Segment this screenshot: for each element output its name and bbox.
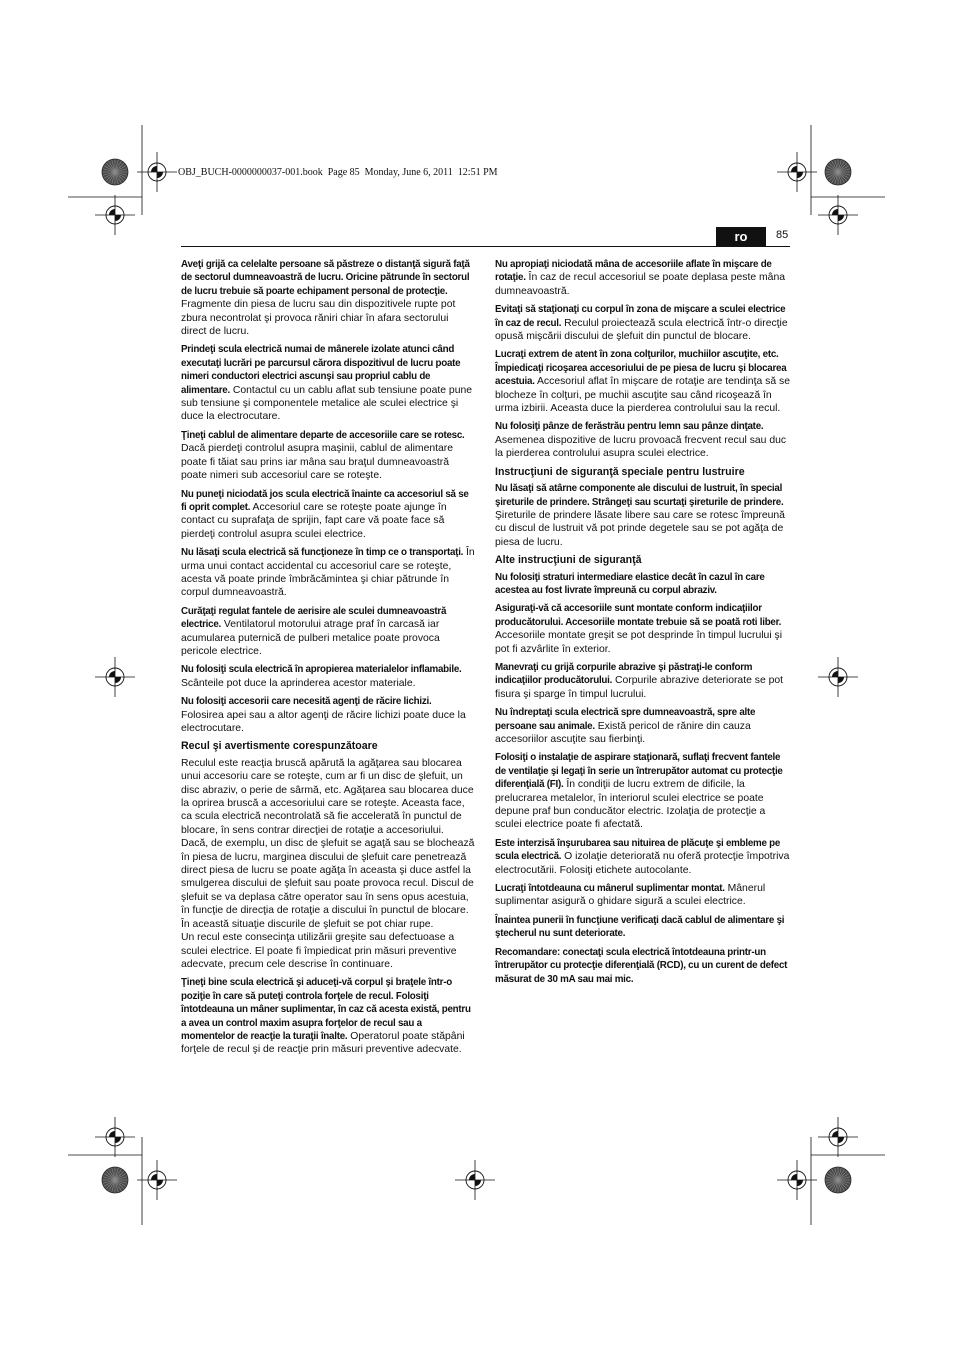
instruction-text: Există pericol de rănire din cauza accesoriilor ascuţite sau fierbinţi. (495, 720, 751, 745)
section-heading: Instrucţiuni de siguranţă speciale pentru lustruire (495, 465, 745, 478)
target-quadrant (109, 671, 115, 677)
safety-instruction (181, 976, 476, 1056)
registration-target-icon (95, 657, 135, 697)
page-number: 85 (776, 229, 789, 241)
target-quadrant (157, 172, 163, 178)
safety-instruction (181, 546, 476, 600)
safety-instruction (495, 602, 790, 656)
safety-instruction (495, 348, 790, 415)
target-quadrant (475, 1180, 481, 1186)
safety-instruction (495, 882, 790, 909)
instruction-bold: Nu lăsaţi să atârne componente ale discului de lustruit, în special şireturile de prindere. Strângeţi sau scurtaţi şireturile de prindere. (495, 483, 784, 508)
instruction-bold: Recomandare: conectaţi scula electrică întotdeauna printr-un întrerupător cu protecţie diferenţială (RCD), cu un curent de defect măsurat de 30 mA sau mai mic. (495, 946, 788, 985)
registration-target-icon (455, 1160, 495, 1200)
safety-instruction (181, 695, 476, 735)
instruction-bold: Prindeţi scula electrică numai de mânerele izolate atunci când executaţi lucrări pe parcursul cărora dispozitivul de lucru poate nimeri conductori electrici ascunşi sau propriul cablu de alimentare. (181, 344, 461, 396)
instruction-text: Asemenea dispozitive de lucru provoacă frecvent recul sau duc la pierderea controlului asupra sculei electrice. (495, 434, 787, 460)
safety-instruction (495, 258, 790, 298)
paragraph: Reculul este reacţia bruscă apărută la agăţarea sau blocarea unui accesoriu care se roteşte, cum ar fi un disc de şlefuit, un disc abraziv, o perie de sârmă, etc. Agăţarea sau blocarea duce la oprirea bruscă a accesoriului care se roteşte. Aceasta face, ca scula electrică necontrolată să fie accelerată în punctul de blocare, în sens contrar direcţiei de rotaţie a accesoriului. (181, 757, 474, 836)
target-quadrant (838, 215, 844, 221)
target-quadrant (838, 677, 844, 683)
target-quadrant (797, 172, 803, 178)
safety-instruction (495, 420, 790, 460)
safety-instruction (495, 751, 790, 831)
instruction-text: Folosirea apei sau a altor agenţi de răcire lichizi poate duce la electrocutare. (181, 709, 466, 734)
target-quadrant (838, 1137, 844, 1143)
safety-instruction (495, 571, 790, 598)
safety-instruction (495, 482, 790, 549)
instruction-bold: Nu îndreptaţi scula electrică spre dumneavoastră, spre alte persoane sau animale. (495, 707, 756, 732)
paragraph-group (181, 757, 476, 972)
safety-instruction (495, 303, 790, 343)
color-rosette-icon (825, 1167, 851, 1193)
instruction-bold: Curăţaţi regulat fantele de aerisire ale sculei dumneavoastră electrice. (181, 605, 447, 631)
instruction-bold: Nu folosiţi straturi intermediare elastice decât în cazul în care acestea au fost livrate împreună cu corpul abraziv. (495, 571, 765, 596)
target-quadrant (832, 209, 838, 215)
instruction-text: Dacă pierdeţi controlul asupra maşinii, cablul de alimentare poate fi tăiat sau prins iar mâna sau braţul dumneavoastră poate nimeri sub accesoriul care se roteşte. (181, 443, 454, 482)
instruction-text: O izolaţie deteriorată nu oferă protecţie împotriva electrocutării. Folosiţi etichete autocolante. (495, 851, 790, 876)
instruction-text: În caz de recul accesoriul se poate deplasa peste mâna dumneavoastră. (495, 272, 786, 297)
instruction-text: Accesoriul care se roteşte poate ajunge în contact cu suprafaţa de sprijin, fapt care vă poate face să pierdeţi controlul asupra sculei electrice. (181, 501, 447, 540)
registration-target-icon (137, 1160, 177, 1200)
instruction-bold: Evitaţi să staţionaţi cu corpul în zona de mişcare a sculei electrice în caz de recul. (495, 304, 786, 329)
instruction-text: Operatorul poate stăpâni forţele de recul şi de reacţie prin măsuri preventive adecvate. (181, 1030, 465, 1056)
header-rule (181, 246, 790, 247)
instruction-text: Accesoriile montate greşit se pot desprinde în timpul lucrului şi pot fi azvârlite în exterior. (495, 630, 783, 655)
section-heading: Alte instrucţiuni de siguranţă (495, 554, 642, 567)
instruction-bold: Nu folosiţi accesorii care necesită agenţi de răcire lichizi. (181, 696, 432, 708)
safety-instruction (181, 488, 476, 542)
instruction-bold: Manevraţi cu grijă corpurile abrazive şi păstraţi-le conform indicaţiilor producătorului. (495, 661, 753, 687)
instruction-text: Ventilatorul motorului atrage praf în carcasă iar acumularea puternică de pulberi metalice poate provoca pericole electrice. (181, 619, 440, 657)
instruction-bold: Este interzisă înşurubarea sau nituirea de plăcuţe şi embleme pe scula electrică. (495, 837, 781, 863)
left-column (181, 258, 476, 1062)
instruction-bold: Lucraţi extrem de atent în zona colţurilor, muchiilor ascuţite, etc. Împiedicaţi ricoşarea accesoriului de pe piesa de lucru şi blocarea acestuia. (495, 349, 787, 388)
instruction-text: În condiţii de lucru extrem de dificile, la prelucrarea metalelor, în interiorul sculei electrice se poate depune praf bun conducător electric. Izolaţia de protecţie a sculei electrice poate fi afectată. (495, 779, 766, 831)
safety-instruction (495, 946, 790, 986)
instruction-bold: Lucraţi întotdeauna cu mânerul suplimentar montat. (495, 883, 725, 895)
instruction-text: Şireturile de prindere lăsate libere sau care se rotesc împreună cu discul de lustruit vă pot prinde degetele sau se pot agăţa de piesa de lucru. (495, 509, 785, 548)
safety-instruction (181, 429, 476, 483)
instruction-text: Reculul proiectează scula electrică într-o direcţie opusă mişcării discului de şlefuit din punctul de blocare. (495, 317, 788, 343)
instruction-bold: Nu lăsaţi scula electrică să funcţioneze în timp ce o transportaţi. (181, 547, 464, 559)
registration-target-icon (95, 195, 135, 235)
paragraph: Dacă, de exemplu, un disc de şlefuit se agaţă sau se blochează în piesa de lucru, marginea discului de şlefuit care penetrează direct piesa de lucru se poate agăţa în aceasta şi duce astfel la smulgerea discului de şlefuit sau poate provoca recul. Discul de şlefuit se va deplasa către operator sau în sens opus acestuia, în funcţie de direcţia de rotaţie a discului în punctul de blocare. În această situaţie discurile de şlefuit se pot chiar rupe. (181, 838, 475, 930)
safety-instruction (181, 258, 476, 338)
registration-target-icon (137, 152, 177, 192)
target-quadrant (109, 1131, 115, 1137)
safety-instruction (495, 706, 790, 746)
section-heading: Recul şi avertismente corespunzătoare (181, 740, 378, 753)
instruction-text: Fragmente din piesa de lucru sau din dispozitivele rupte pot zbura necontrolat şi provoca răniri chiar în afara sectorului direct de lucru. (181, 299, 456, 338)
safety-instruction (181, 663, 476, 690)
print-slug: OBJ_BUCH-0000000037-001.book Page 85 Monday, June 6, 2011 12:51 PM (178, 167, 498, 178)
color-rosette-icon (102, 1167, 128, 1193)
language-badge: ro (716, 227, 766, 247)
instruction-text: Contactul cu un cablu aflat sub tensiune poate pune sub tensiune şi componentele metalice ale sculei electrice şi duce la electrocutare. (181, 384, 473, 423)
target-quadrant (151, 166, 157, 172)
instruction-text: În urma unui contact accidental cu accesoriul care se roteşte, acesta vă poate prinde îmbrăcămintea şi chiar pătrunde în corpul dumneavoastră. (181, 547, 475, 599)
paragraph: Un recul este consecinţa utilizării greşite sau defectuoase a sculei electrice. El poate fi împiedicat prin măsuri preventive adecvate, precum cele descrise în continuare. (181, 932, 457, 970)
registration-target-icon (818, 1117, 858, 1157)
instruction-text: Scânteile pot duce la aprinderea acestor materiale. (181, 677, 416, 689)
instruction-bold: Nu puneţi niciodată jos scula electrică înainte ca accesoriul să se fi oprit complet. (181, 488, 469, 513)
target-quadrant (115, 677, 121, 683)
safety-instruction (495, 661, 790, 701)
target-quadrant (797, 1180, 803, 1186)
instruction-bold: Asiguraţi-vă că accesoriile sunt montate conform indicaţiilor producătorului. Accesoriile montate trebuie să se poată roti liber. (495, 603, 782, 628)
instruction-bold: Nu apropiaţi niciodată mâna de accesoriile aflate în mişcare de rotaţie. (495, 259, 772, 284)
safety-instruction (495, 914, 790, 941)
instruction-bold: Aveţi grijă ca celelalte persoane să păstreze o distanţă sigură faţă de sectorul dumneavoastră de lucru. Oricine pătrunde în sectorul de lucru trebuie să poarte echipament personal de protecţie. (181, 259, 470, 297)
instruction-bold: Folosiţi o instalaţie de aspirare staţionară, suflaţi frecvent fantele de ventilaţie şi legaţi în serie un întrerupător automat cu protecţie diferenţială (FI). (495, 752, 783, 791)
target-quadrant (115, 1137, 121, 1143)
target-quadrant (469, 1174, 475, 1180)
registration-target-icon (95, 1117, 135, 1157)
safety-instruction (181, 343, 476, 423)
color-rosette-icon (102, 159, 128, 185)
registration-target-icon (818, 657, 858, 697)
instruction-bold: Ţineţi cablul de alimentare departe de accesoriile care se rotesc. (181, 429, 465, 441)
registration-target-icon (818, 195, 858, 235)
target-quadrant (832, 1131, 838, 1137)
target-quadrant (115, 215, 121, 221)
target-quadrant (791, 1174, 797, 1180)
instruction-bold: Ţineţi bine scula electrică şi aduceţi-vă corpul şi braţele într-o poziţie în care să puteţi controla forţele de recul. Folosiţi întotdeauna un mâner suplimentar, în caz că acesta există, pentru a avea un control maxim asupra forţelor de recul sau a momentelor de reacţie la turaţii înalte. (181, 977, 471, 1042)
instruction-bold: Înaintea punerii în funcţiune verificaţi dacă cablul de alimentare şi ştecherul nu sunt deteriorate. (495, 914, 785, 940)
instruction-bold: Nu folosiţi pânze de ferăstrău pentru lemn sau pânze dinţate. (495, 421, 764, 433)
color-rosette-icon (825, 159, 851, 185)
instruction-text: Accesoriul aflat în mişcare de rotaţie are tendinţa să se blocheze în colţuri, pe muchii ascuţite sau când ricoşează în urma izbirii. Aceasta duce la pierderea controlului sau la recul. (495, 376, 790, 415)
instruction-text: Mânerul suplimentar asigură o ghidare sigură a sculei electrice. (495, 883, 766, 908)
safety-instruction (495, 837, 790, 877)
right-column (495, 258, 790, 991)
safety-instruction (181, 605, 476, 659)
target-quadrant (791, 166, 797, 172)
target-quadrant (157, 1180, 163, 1186)
instruction-bold: Nu folosiţi scula electrică în apropierea materialelor inflamabile. (181, 664, 462, 676)
target-quadrant (832, 671, 838, 677)
target-quadrant (151, 1174, 157, 1180)
instruction-text: Corpurile abrazive deteriorate se pot fisura şi sparge în timpul lucrului. (495, 675, 784, 700)
target-quadrant (109, 209, 115, 215)
